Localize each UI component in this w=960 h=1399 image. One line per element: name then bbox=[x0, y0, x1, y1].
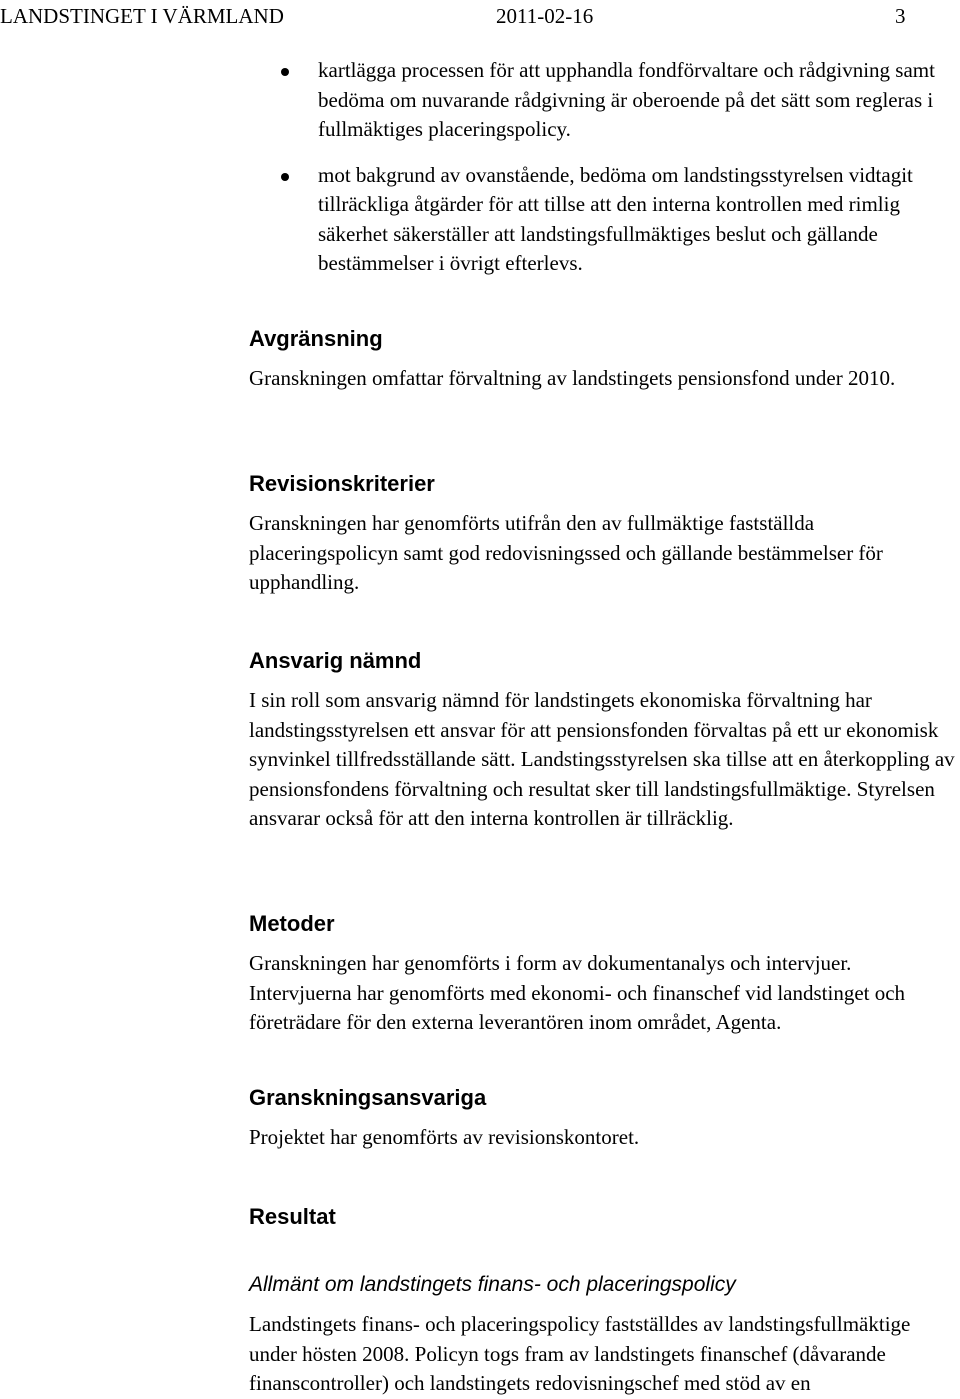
section-avgransning bbox=[249, 324, 955, 394]
section-heading: Granskningsansvariga bbox=[249, 1085, 487, 1110]
section-heading: Revisionskriterier bbox=[249, 471, 435, 496]
section-text: I sin roll som ansvarig nämnd för landstingets ekonomiska förvaltning har landstingsstyrelsen ett ansvar för att pensionsfonden förvaltas på ett ur ekonomisk synvinkel tillfredsställande sätt. Landstingsstyrelsen ska tillse att en återkoppling av pensionsfondens förvaltning och resultat sker till landstingsfullmäktige. Styrelsen ansvarar också för att den interna kontrollen är tillräcklig. bbox=[249, 688, 955, 830]
page-header bbox=[0, 2, 960, 30]
header-date: 2011-02-16 bbox=[496, 4, 594, 28]
section-text: Projektet har genomförts av revisionskontoret. bbox=[249, 1125, 640, 1149]
bullet-list bbox=[0, 56, 960, 295]
section-resultat bbox=[249, 1202, 955, 1399]
section-heading: Avgränsning bbox=[249, 326, 383, 351]
page-number: 3 bbox=[895, 4, 906, 28]
section-text: Granskningen omfattar förvaltning av landstingets pensionsfond under 2010. bbox=[249, 366, 896, 390]
section-heading: Resultat bbox=[249, 1204, 336, 1229]
section-granskningsansvariga bbox=[249, 1083, 955, 1153]
section-revisionskriterier bbox=[249, 469, 955, 598]
bullet-item bbox=[0, 56, 954, 145]
bullet-dot-icon bbox=[281, 68, 289, 76]
section-heading: Ansvarig nämnd bbox=[249, 648, 422, 673]
header-organization: LANDSTINGET I VÄRMLAND bbox=[0, 4, 284, 28]
section-text: Granskningen har genomförts i form av dokumentanalys och intervjuer. Intervjuerna har genomförts med ekonomi- och finanschef vid landstinget och företrädare för den externa leverantören inom området, Agenta. bbox=[249, 951, 906, 1034]
section-heading: Metoder bbox=[249, 911, 335, 936]
bullet-item bbox=[0, 161, 954, 279]
section-text: Landstingets finans- och placeringspolicy fastställdes av landstingsfullmäktige under hösten 2008. Policyn togs fram av landstingets finanschef (dåvarande finanscontroller) och landstingets redovisningschef med stöd av en bbox=[249, 1312, 911, 1395]
section-text: Granskningen har genomförts utifrån den av fullmäktige fastställda placeringspolicyn samt god redovisningssed och gällande bestämmelser för upphandling. bbox=[249, 511, 883, 594]
bullet-text: mot bakgrund av ovanstående, bedöma om landstingsstyrelsen vidtagit tillräckliga åtgärder för att tillse att den interna kontrollen med rimlig säkerhet säkerställer att landstingsfullmäktiges beslut och gällande bestämmelser i övrigt efterlevs. bbox=[318, 162, 913, 275]
section-ansvarig-namnd bbox=[249, 646, 955, 834]
bullet-text: kartlägga processen för att upphandla fondförvaltare och rådgivning samt bedöma om nuvarande rådgivning är oberoende på det sätt som regleras i fullmäktiges placeringspolicy. bbox=[318, 58, 935, 141]
section-subheading: Allmänt om landstingets finans- och placeringspolicy bbox=[249, 1273, 736, 1296]
bullet-dot-icon bbox=[281, 173, 289, 181]
section-metoder bbox=[249, 909, 955, 1038]
